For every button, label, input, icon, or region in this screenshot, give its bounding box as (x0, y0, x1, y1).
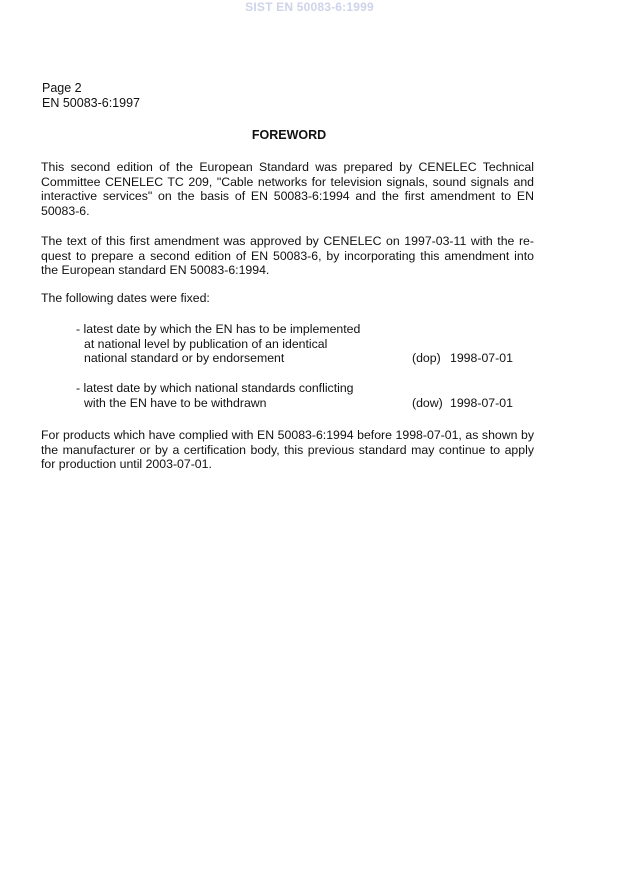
date-entry-dow (76, 381, 516, 410)
paragraph-approval: The text of this first amendment was approved by CENELEC on 1997-03-11 with the re-quest to prepare a second edition of EN 50083-6, by incorporating this amendment into the European standard EN 50083-6:1994. (41, 234, 534, 278)
date-entry-line: with the EN have to be withdrawn (84, 395, 267, 410)
page-header (42, 81, 140, 111)
paragraph-dates-intro: The following dates were fixed: (41, 291, 210, 305)
paragraph-transition: For products which have complied with EN 50083-6:1994 before 1998-07-01, as shown by the manufacturer or by a certification body, this previous standard may continue to apply for production until 2003-07-01. (41, 428, 534, 472)
date-entry-line: national standard or by endorsement (84, 351, 285, 366)
paragraph-preparation: This second edition of the European Standard was prepared by CENELEC Technical Committee CENELEC TC 209, "Cable networks for television signals, sound signals and interactive services" on the basis of EN 50083-6:1994 and the first amendment to EN 50083-6. (41, 160, 534, 218)
watermark: SIST EN 50083-6:1999 (245, 0, 374, 14)
date-code: (dow) (412, 395, 443, 410)
document-id: EN 50083-6:1997 (42, 96, 140, 110)
page-number: Page 2 (42, 81, 82, 95)
date-value: 1998-07-01 (450, 395, 513, 410)
date-entry-line: at national level by publication of an identical (84, 336, 328, 351)
date-entry-line: - latest date by which the EN has to be implemented (76, 322, 361, 336)
date-entry-line: - latest date by which national standards conflicting (76, 381, 354, 395)
date-code: (dop) (412, 351, 441, 366)
date-entry-dop (76, 322, 516, 366)
date-value: 1998-07-01 (450, 351, 513, 366)
section-title: FOREWORD (251, 128, 327, 142)
